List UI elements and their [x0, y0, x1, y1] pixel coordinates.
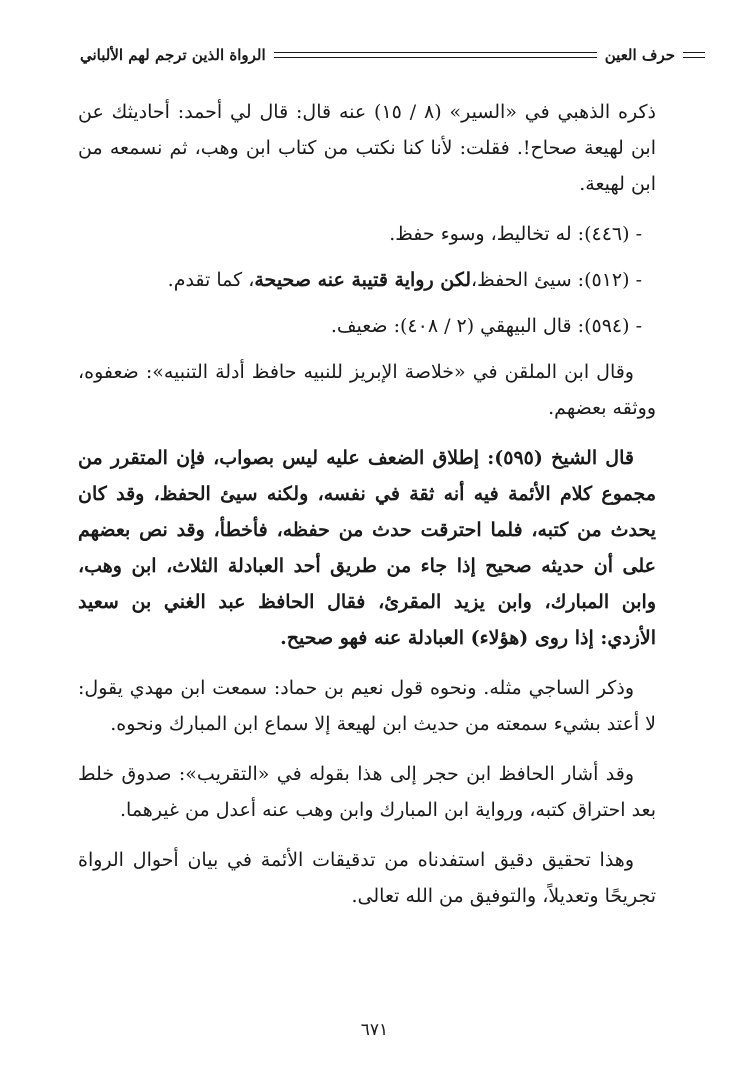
list-item-512-prefix: - (٥١٢): سيئ الحفظ، [471, 269, 642, 291]
list-item-446: - (٤٤٦): له تخاليط، وسوء حفظ. [389, 223, 642, 245]
list-item-512-suffix: ، كما تقدم. [167, 269, 255, 291]
running-title: الرواة الذين ترجم لهم الألباني [80, 46, 266, 64]
paragraph-conclusion: وهذا تحقيق دقيق استفدناه من تدقيقات الأئمة في بيان أحوال الرواة تجريحًا وتعديلاً، والتوفيق من الله تعالى. [78, 849, 656, 907]
paragraph-dhahabi: ذكره الذهبي في «السير» (٨ / ١٥) عنه قال: قال لي أحمد: أحاديثك عن ابن لهيعة صحاح!. فقلت: لأنا كنا نكتب من كتاب ابن وهب، ثم نسمعه من ابن لهيعة. [78, 101, 656, 195]
main-text [78, 94, 656, 928]
list-item-512-bold: لكن رواية قتيبة عنه صحيحة [254, 269, 471, 291]
chapter-title: حرف العين [604, 46, 675, 64]
paragraph-ibn-mulaqqin: وقال ابن الملقن في «خلاصة الإبريز للنبيه حافظ أدلة التنبيه»: ضعفوه، ووثقه بعضهم. [78, 361, 656, 419]
paragraph-shaykh-comment: قال الشيخ (٥٩٥): إطلاق الضعف عليه ليس بصواب، فإن المتقرر من مجموع كلام الأئمة فيه أنه ثقة في نفسه، ولكنه سيئ الحفظ، وقد كان يحدث من كتبه، فلما احترقت حدث من حفظه، فأخطأ، وقد نص بعضهم على أن حديثه صحيح إذا جاء من طريق أحد العبادلة الثلاث، ابن وهب، وابن المبارك، وابن يزيد المقرئ، فقال الحافظ عبد الغني بن سعيد الأزدي: إذا روى (هؤلاء) العبادلة عنه فهو صحيح. [78, 447, 656, 649]
header-rule [274, 52, 597, 58]
header-lead-rule [683, 52, 705, 58]
paragraph-ibn-hajar: وقد أشار الحافظ ابن حجر إلى هذا بقوله في «التقريب»: صدوق خلط بعد احتراق كتبه، ورواية ابن المبارك وابن وهب عنه أعدل من غيرهما. [78, 763, 656, 821]
list-item-594: - (٥٩٤): قال البيهقي (٢ / ٤٠٨): ضعيف. [330, 315, 642, 337]
paragraph-saji: وذكر الساجي مثله. ونحوه قول نعيم بن حماد: سمعت ابن مهدي يقول: لا أعتد بشيء سمعته من حديث ابن لهيعة إلا سماع ابن المبارك ونحوه. [78, 677, 656, 735]
list-item-512 [78, 262, 656, 298]
running-header [80, 42, 705, 68]
page-number: ٦٧١ [360, 1020, 389, 1040]
